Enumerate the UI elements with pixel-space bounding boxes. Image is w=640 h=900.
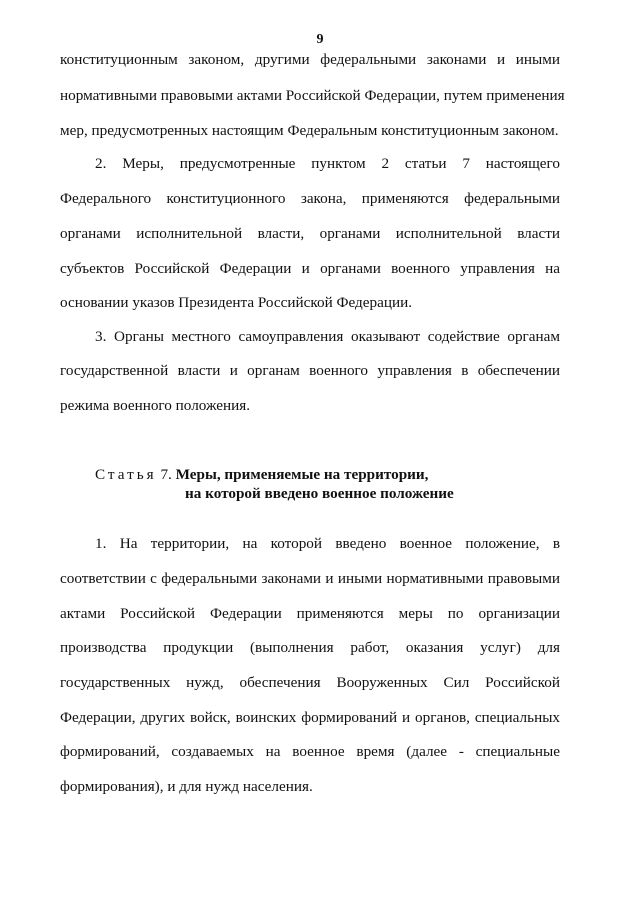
paragraph-3-line: режима военного положения.	[60, 397, 251, 414]
page-number: 9	[316, 32, 324, 47]
article-number: 7.	[160, 466, 172, 483]
article-title-line-1: Меры, применяемые на территории,	[175, 466, 429, 483]
paragraph-4-line: актами Российской Федерации применяются меры по организации	[60, 605, 560, 622]
paragraph-2-line: Федерального конституционного закона, применяются федеральными	[60, 190, 560, 207]
paragraph-4-line: Федерации, других войск, воинских формирований и органов, специальных	[60, 709, 560, 726]
paragraph-4-line: государственных нужд, обеспечения Вооруженных Сил Российской	[60, 674, 560, 691]
article-title-line-2: на которой введено военное положение	[185, 485, 454, 502]
paragraph-4-line: 1. На территории, на которой введено военное положение, в	[95, 535, 560, 552]
paragraph-3-line: государственной власти и органам военного управления в обеспечении	[60, 362, 560, 379]
article-label: Статья	[95, 466, 157, 483]
paragraph-2-line: основании указов Президента Российской Федерации.	[60, 294, 413, 311]
paragraph-4-line: производства продукции (выполнения работ, оказания услуг) для	[60, 639, 560, 656]
paragraph-2-line: 2. Меры, предусмотренные пунктом 2 статьи 7 настоящего	[95, 155, 560, 172]
paragraph-4-line: соответствии с федеральными законами и иными нормативными правовыми	[60, 570, 560, 587]
paragraph-3-line: 3. Органы местного самоуправления оказывают содействие органам	[95, 328, 560, 345]
paragraph-4-line: формирований, создаваемых на военное время (далее - специальные	[60, 743, 560, 760]
paragraph-1-line: нормативными правовыми актами Российской Федерации, путем применения	[60, 87, 565, 104]
article-heading	[95, 465, 428, 485]
paragraph-2-line: органами исполнительной власти, органами исполнительной власти	[60, 225, 560, 242]
paragraph-4-line: формирования), и для нужд населения.	[60, 778, 313, 795]
paragraph-2-line: субъектов Российской Федерации и органами военного управления на	[60, 260, 560, 277]
paragraph-1-line: конституционным законом, другими федеральными законами и иными	[60, 51, 560, 68]
paragraph-1-line: мер, предусмотренных настоящим Федеральным конституционным законом.	[60, 122, 559, 139]
